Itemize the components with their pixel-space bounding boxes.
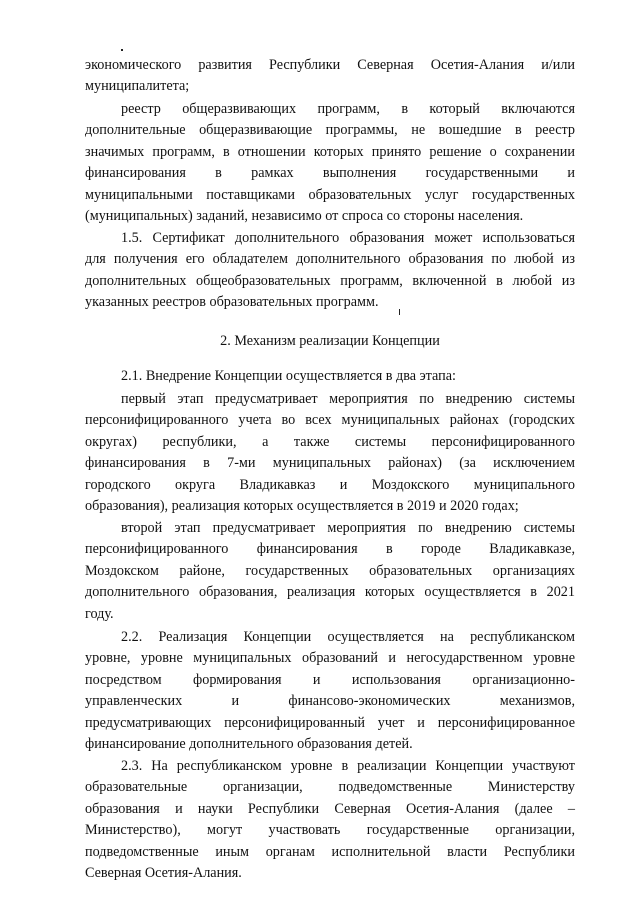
text-line: второй этап предусматривает мероприятия по внедрению системы: [121, 520, 575, 536]
text-line: управленческих и финансово-экономических механизмов,: [85, 693, 575, 709]
text-line: персонифицированного учета во всех муниципальных районах (городских: [85, 412, 575, 428]
text-line: предусматривающих персонифицированный учет и персонифицированное: [85, 715, 575, 731]
text-line: дополнительного образования, реализация которых осуществляется в 2021: [85, 584, 575, 600]
text-line: (муниципальных) заданий, независимо от спроса со стороны населения.: [85, 208, 524, 224]
paragraph-start: 2.3. На республиканском уровне в реализации Концепции участвуют: [121, 758, 575, 774]
text-line: финансирования в 7-ми муниципальных районах) (за исключением: [85, 455, 575, 471]
text-line: персонифицированного финансирования в городе Владикавказе,: [85, 541, 575, 557]
text-line: дополнительных общеобразовательных программ, включенной в любой из: [85, 273, 575, 289]
paragraph-start: 2.2. Реализация Концепции осуществляется на республиканском: [121, 629, 575, 645]
text-line: городского округа Владикавказ и Моздокского муниципального: [85, 477, 575, 493]
scan-speck: [121, 49, 123, 51]
text-line: уровне, уровне муниципальных образований и негосударственном уровне: [85, 650, 575, 666]
text-line: финансирования в рамках выполнения государственными и: [85, 165, 575, 181]
text-line: указанных реестров образовательных программ.: [85, 294, 379, 310]
text-line: экономического развития Республики Северная Осетия-Алания и/или: [85, 57, 575, 73]
text-line: подведомственные иным органам исполнительной власти Республики: [85, 844, 575, 860]
text-line: реестр общеразвивающих программ, в который включаются: [121, 101, 575, 117]
text-line: округах) республики, а также системы персонифицированного: [85, 434, 575, 450]
text-line: Северная Осетия-Алания.: [85, 865, 242, 881]
text-line: первый этап предусматривает мероприятия по внедрению системы: [121, 391, 575, 407]
text-line: образования), реализация которых осуществляется в 2019 и 2020 годах;: [85, 498, 519, 514]
text-line: образования и науки Республики Северная Осетия-Алания (далее –: [85, 801, 575, 817]
text-line: образовательные организации, подведомственные Министерству: [85, 779, 575, 795]
text-line: дополнительные общеразвивающие программы, не вошедшие в реестр: [85, 122, 575, 138]
text-line: для получения его обладателем дополнительного образования по любой из: [85, 251, 575, 267]
paragraph-start: 1.5. Сертификат дополнительного образования может использоваться: [121, 230, 575, 246]
text-line: Моздокском районе, государственных образовательных организациях: [85, 563, 575, 579]
scan-speck: [399, 309, 400, 315]
text-line: муниципальными поставщиками образовательных услуг государственных: [85, 187, 575, 203]
text-line: Министерство), могут участвовать государственные организации,: [85, 822, 575, 838]
text-line: финансирование дополнительного образования детей.: [85, 736, 413, 752]
text-line: году.: [85, 606, 114, 622]
text-line: значимых программ, в отношении которых принято решение о сохранении: [85, 144, 575, 160]
text-line: посредством формирования и использования организационно-: [85, 672, 575, 688]
paragraph-start: 2.1. Внедрение Концепции осуществляется в два этапа:: [121, 368, 456, 384]
text-line: муниципалитета;: [85, 78, 190, 94]
section-heading: 2. Механизм реализации Концепции: [220, 333, 440, 349]
